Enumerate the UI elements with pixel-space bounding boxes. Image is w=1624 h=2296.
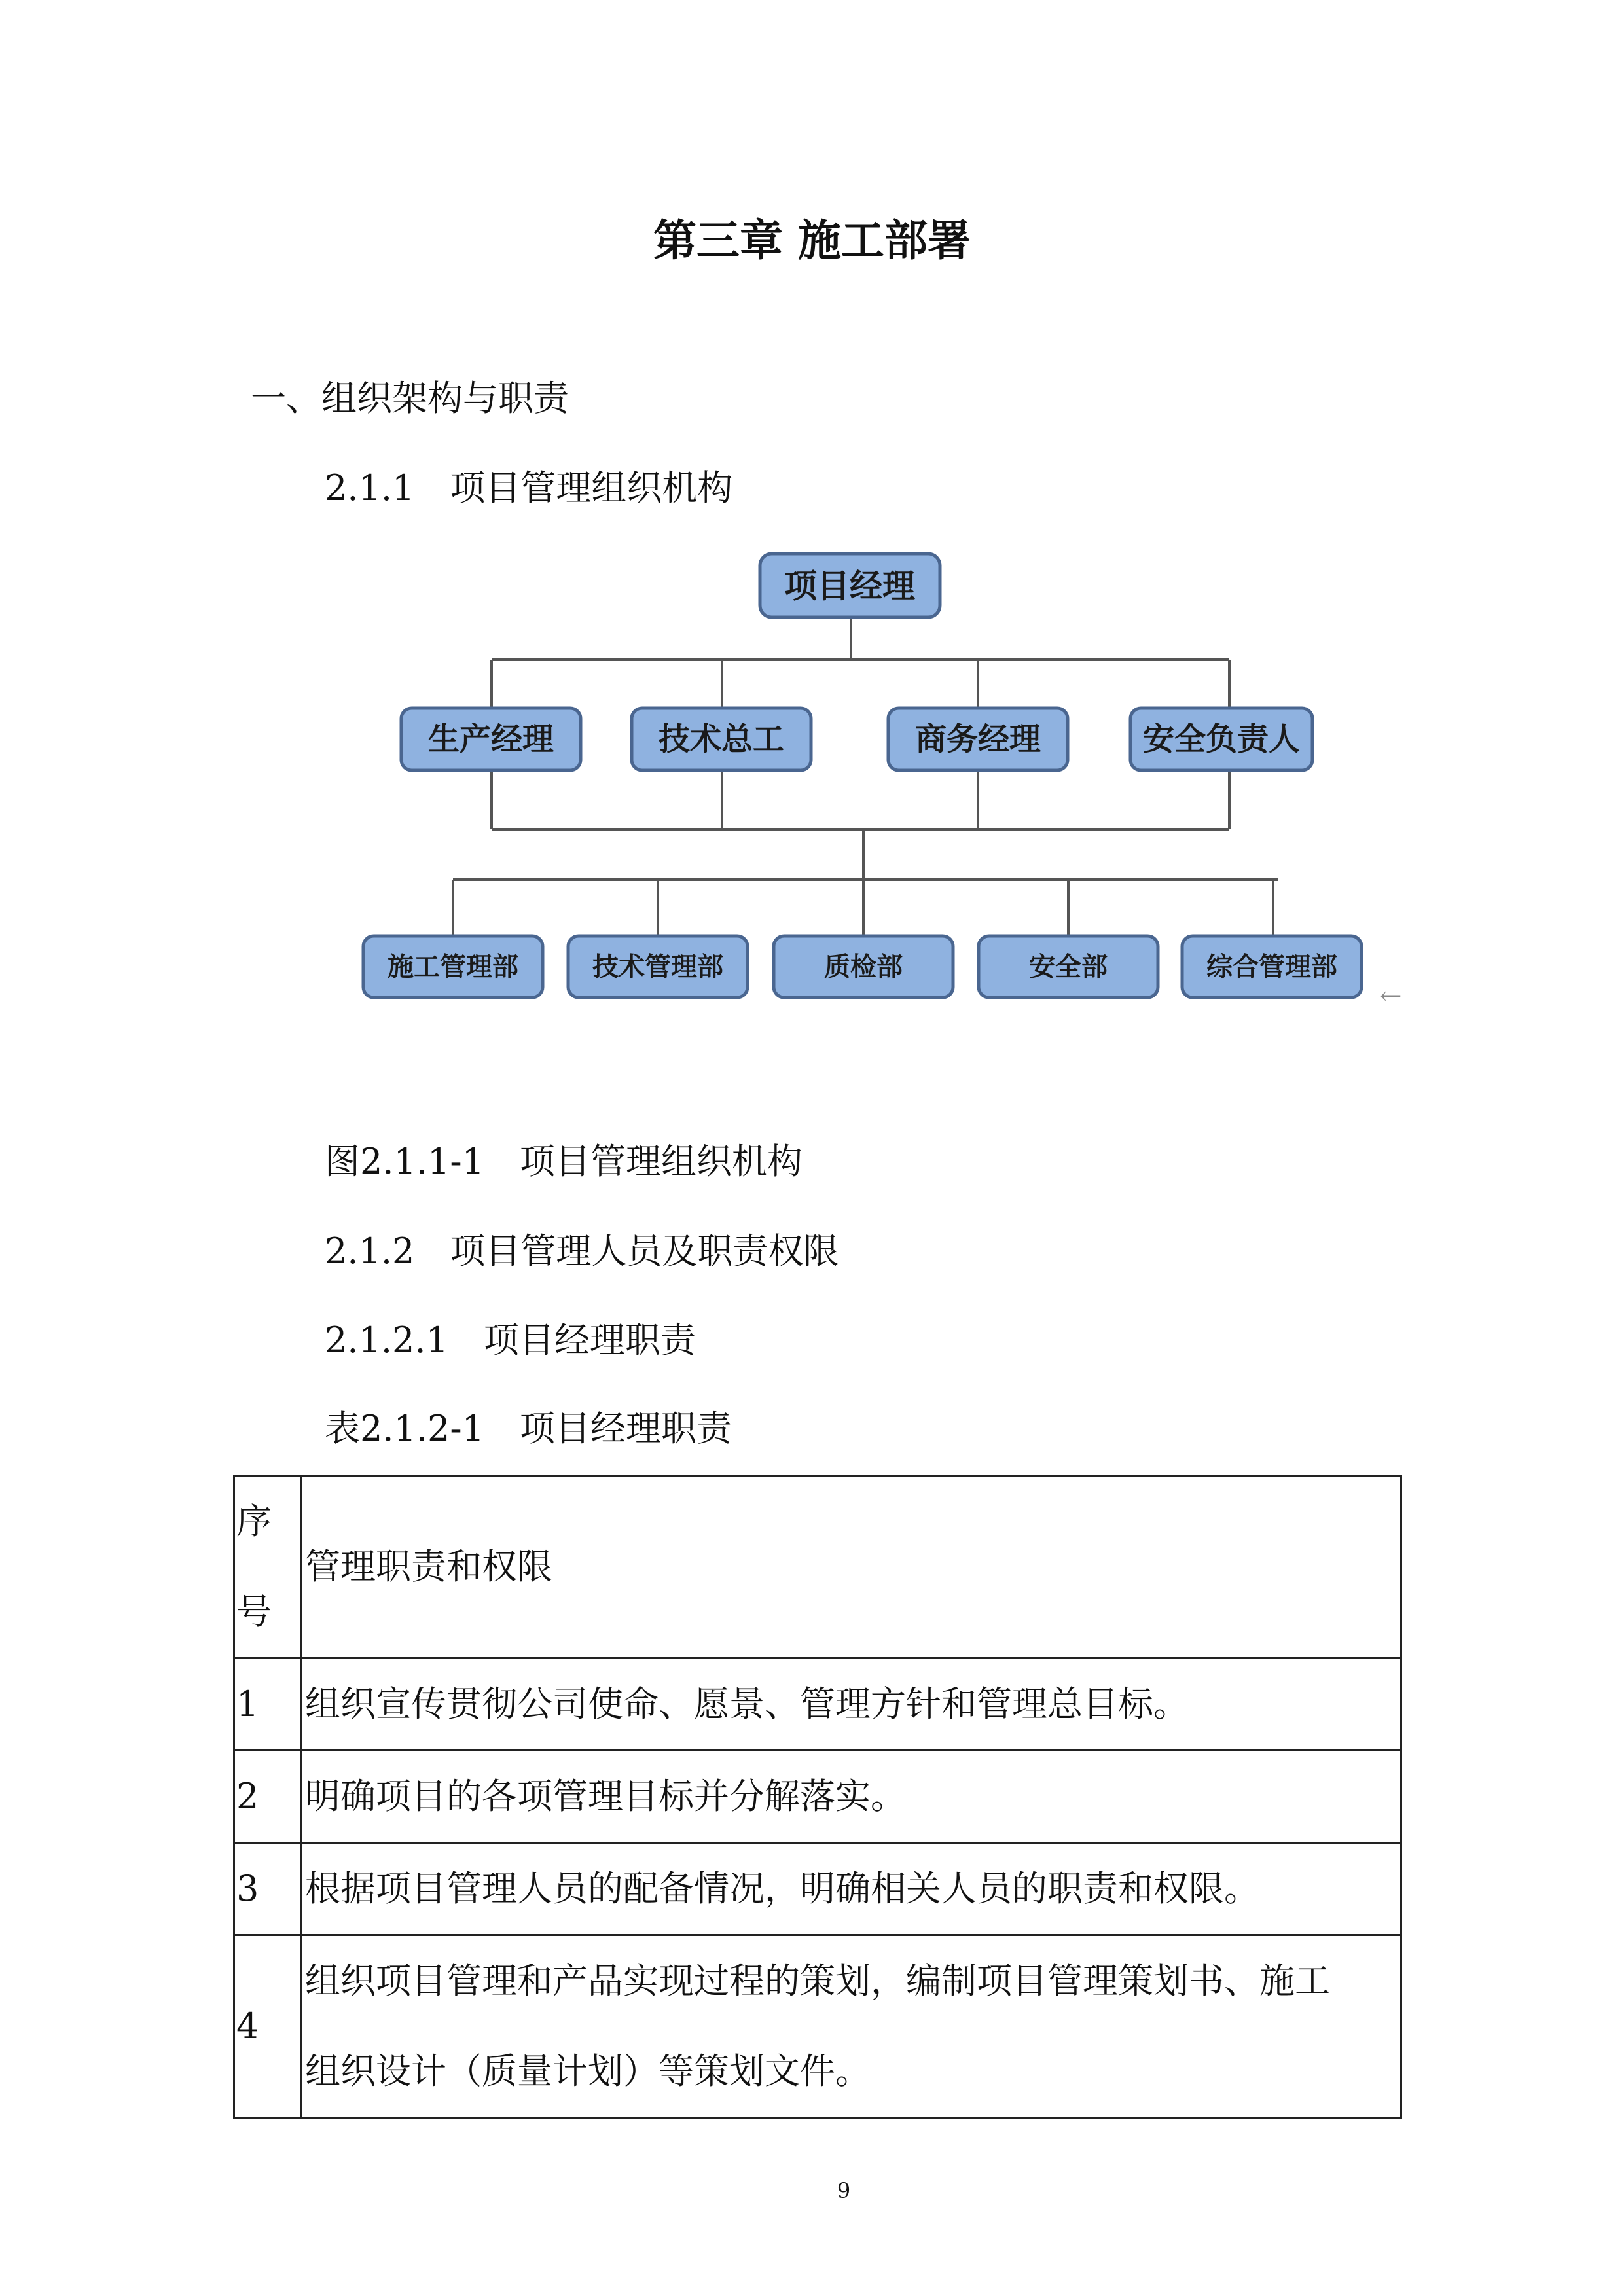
row-num: 1 [234,1659,302,1751]
org-node-label: 商务经理 [914,721,1041,758]
org-node [632,708,811,770]
header-content: 管理职责和权限 [302,1476,1401,1659]
org-node-label: 综合管理部 [1206,951,1337,982]
org-node [401,708,581,770]
org-node [888,708,1068,770]
org-node-label: 安全负责人 [1142,721,1301,758]
figure-caption: 图2.1.1-1 项目管理组织机构 [325,1141,803,1182]
org-node-label: 技术总工 [658,721,785,758]
row-content: 根据项目管理人员的配备情况，明确相关人员的职责和权限。 [302,1843,1401,1935]
subsection-heading: 2.1.2 项目管理人员及职责权限 [325,1230,839,1272]
table-row [234,1843,1401,1935]
row-content-line: 组织设计（质量计划）等策划文件。 [305,2051,871,2092]
connector-lines [453,617,1278,936]
header-num [234,1476,302,1659]
table-row [234,1935,1401,2118]
row-content: 组织宣传贯彻公司使命、愿景、管理方针和管理总目标。 [302,1659,1401,1751]
chapter-title: 第三章 施工部署 [653,215,971,266]
org-node [979,936,1158,997]
org-node [774,936,953,997]
org-node [363,936,543,997]
responsibility-table [233,1475,1402,2119]
org-node-top [760,554,940,617]
org-node-label: 项目经理 [784,566,915,605]
org-node-label: 生产经理 [427,721,554,758]
row-num: 4 [234,1935,302,2118]
org-chart [0,0,1624,1047]
org-node-label: 安全部 [1029,951,1108,982]
header-num-line: 号 [236,1591,272,1632]
header-num-line: 序 [236,1501,272,1542]
row-content [302,1935,1401,2118]
subsection-heading: 2.1.2.1 项目经理职责 [325,1319,696,1361]
return-arrow-icon: ← [1380,981,1402,1011]
row-content-line: 组织项目管理和产品实现过程的策划，编制项目管理策划书、施工 [305,1960,1330,2001]
org-node-label: 施工管理部 [388,951,518,982]
org-node [568,936,748,997]
org-node-label: 技术管理部 [592,951,723,982]
table-row [234,1751,1401,1843]
page-number: 9 [837,2178,851,2203]
table-header-row [234,1476,1401,1659]
row-num: 2 [234,1751,302,1843]
table-row [234,1659,1401,1751]
subsection-heading: 2.1.1 项目管理组织机构 [325,467,733,509]
table-caption: 表2.1.2-1 项目经理职责 [325,1408,732,1449]
org-node [1130,708,1312,770]
section-heading: 一、组织架构与职责 [251,378,569,419]
org-node-label: 质检部 [824,951,903,982]
org-node [1182,936,1362,997]
row-num: 3 [234,1843,302,1935]
row-content: 明确项目的各项管理目标并分解落实。 [302,1751,1401,1843]
